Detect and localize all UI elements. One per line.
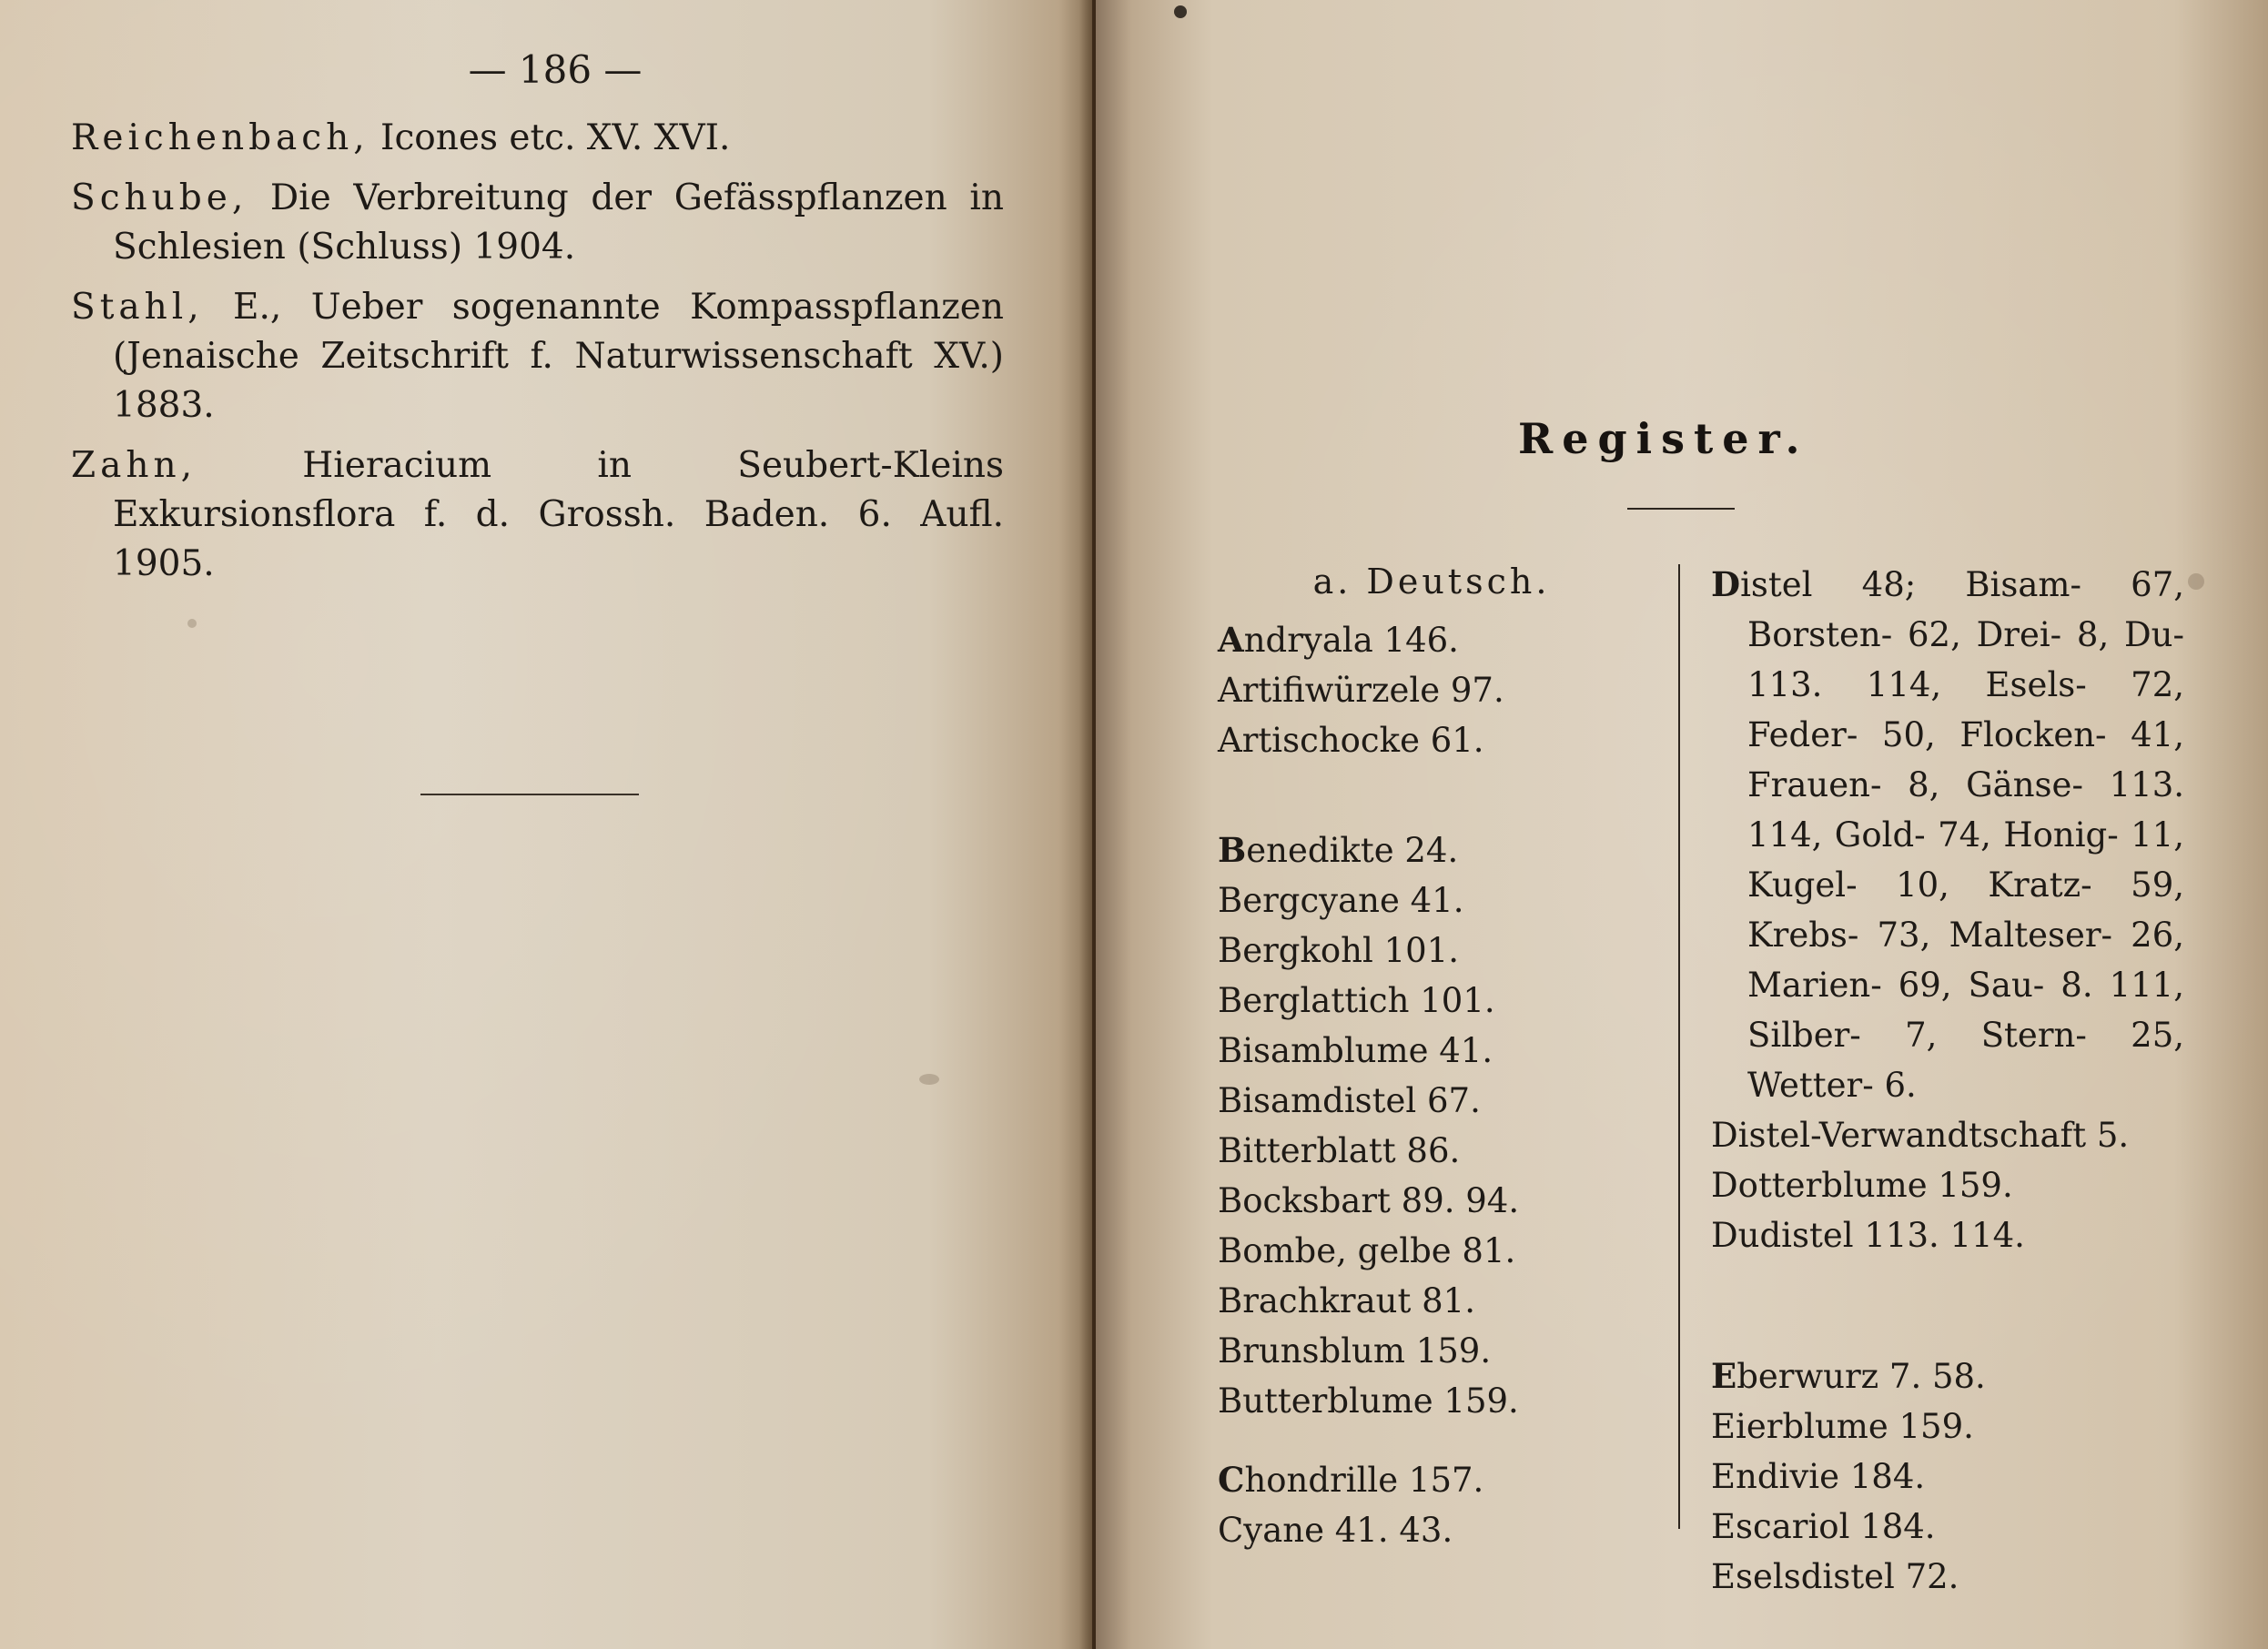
index-entry: Eselsdistel 72. <box>1711 1557 1959 1596</box>
index-entry: Bisamblume 41. <box>1218 1031 1493 1070</box>
index-entry: Butterblume 159. <box>1218 1381 1519 1421</box>
reference-author: Stahl, <box>71 287 204 328</box>
index-entry: Benedikte 24. <box>1218 830 1459 870</box>
paper-spot <box>1174 5 1187 18</box>
reference-text: E., Ueber sogenannte Kompasspflanzen (Jenaische Zeitschrift f. Naturwissenschaft XV.) 1883. <box>113 287 1004 426</box>
group-gap <box>1711 1260 2184 1351</box>
index-entry: Andryala 146. <box>1218 620 1459 660</box>
index-entry: Eierblume 159. <box>1711 1407 1974 1446</box>
paper-spot <box>919 1074 939 1085</box>
page-number: — 186 — <box>468 47 643 92</box>
reference-entry <box>71 174 1004 272</box>
left-page <box>0 0 1092 1649</box>
index-entry: Bocksbart 89. 94. <box>1218 1181 1520 1220</box>
index-entry: Bergkohl 101. <box>1218 931 1459 970</box>
index-entry: Dudistel 113. 114. <box>1711 1216 2025 1255</box>
reference-author: Schube, <box>71 177 248 218</box>
index-entry: Distel-Verwandtschaft 5. <box>1711 1116 2130 1155</box>
index-entry: Dotterblume 159. <box>1711 1166 2013 1205</box>
right-page <box>1096 0 2268 1649</box>
index-entry: Bisamdistel 67. <box>1218 1081 1481 1120</box>
reference-author: Zahn, <box>71 445 197 486</box>
register-column-right <box>1711 560 2184 1602</box>
reference-author: Reichenbach, <box>71 117 370 158</box>
register-column-left <box>1218 560 1645 1555</box>
index-entry: Artischocke 61. <box>1218 721 1484 760</box>
index-entry: Eberwurz 7. 58. <box>1711 1356 1986 1396</box>
index-entry: Artifiwürzele 97. <box>1218 671 1504 710</box>
index-entry: Bitterblatt 86. <box>1218 1131 1461 1170</box>
group-gap <box>1218 765 1645 825</box>
reference-entry <box>71 114 1004 163</box>
group-gap <box>1218 1426 1645 1455</box>
index-entry: Escariol 184. <box>1711 1507 1936 1546</box>
index-entry: Cyane 41. 43. <box>1218 1511 1453 1550</box>
reference-list <box>71 114 1004 600</box>
index-entry: Bombe, gelbe 81. <box>1218 1231 1516 1270</box>
reference-entry <box>71 441 1004 589</box>
index-entry: Endivie 184. <box>1711 1457 1926 1496</box>
index-entry: Berglattich 101. <box>1218 981 1495 1020</box>
paper-spot <box>187 619 197 628</box>
register-title: Register. <box>1518 414 1809 463</box>
reference-entry <box>71 283 1004 430</box>
end-rule <box>420 794 639 795</box>
index-entry: Chondrille 157. <box>1218 1460 1484 1500</box>
reference-text: Hieracium in Seubert-Kleins Exkursionsflora f. d. Grossh. Baden. 6. Aufl. 1905. <box>113 445 1004 584</box>
index-entry: Bergcyane 41. <box>1218 881 1464 920</box>
column-divider <box>1678 564 1680 1529</box>
reference-text: Icones etc. XV. XVI. <box>369 117 731 158</box>
reference-text: Die Verbreitung der Gefässpflanzen in Schlesien (Schluss) 1904. <box>113 177 1004 268</box>
title-rule <box>1627 508 1735 510</box>
section-label: a. Deutsch. <box>1312 561 1551 602</box>
index-entry: Brunsblum 159. <box>1218 1331 1492 1371</box>
index-entry-distel: Distel 48; Bisam- 67, Borsten- 62, Drei- 8, Du- 113. 114, Esels- 72, Feder- 50, Flocken- 41, Frauen- 8, Gänse- 113. 114, Gold- 74, Honig- 11, Kugel- 10, Kratz- 59, Krebs- 73, Malteser- 26, Marien- 69, Sau- 8. 111, Silber- 7, Stern- 25, Wetter- 6. <box>1711 564 2184 1105</box>
index-entry: Brachkraut 81. <box>1218 1281 1475 1320</box>
paper-spot <box>2188 573 2204 590</box>
